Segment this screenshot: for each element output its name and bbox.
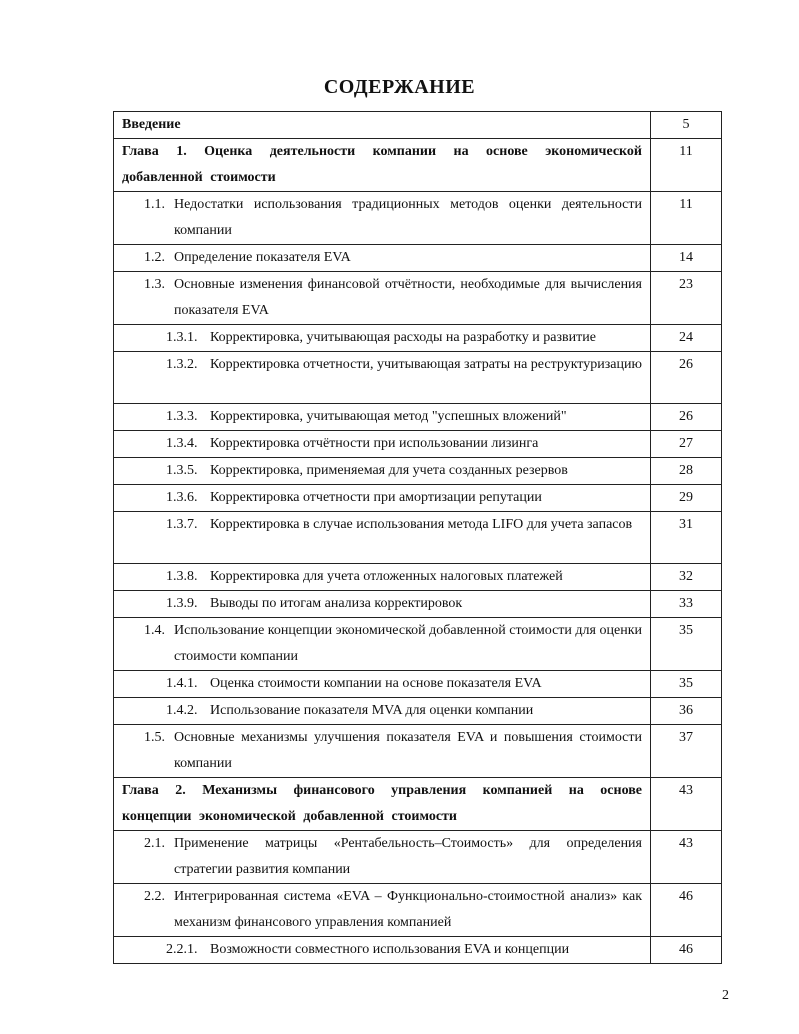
page-number: 2 bbox=[722, 988, 729, 1003]
toc-page-number: 46 bbox=[651, 884, 722, 937]
toc-entry-text: Интегрированная система «EVA – Функционально-стоимостной анализ» как механизм финансового управления компанией bbox=[174, 889, 642, 930]
toc-entry bbox=[114, 831, 651, 884]
toc-entry-text: Недостатки использования традиционных методов оценки деятельности компании bbox=[174, 197, 642, 238]
toc-row bbox=[114, 512, 722, 564]
toc-entry-number: 1.3.6. bbox=[166, 490, 198, 505]
toc-page-number: 36 bbox=[651, 698, 722, 725]
toc-row bbox=[114, 618, 722, 671]
toc-page-number: 24 bbox=[651, 325, 722, 352]
toc-entry-text: Корректировка, применяемая для учета созданных резервов bbox=[210, 463, 568, 478]
toc-entry-number: 2.1. bbox=[144, 836, 165, 851]
toc-entry bbox=[114, 139, 651, 192]
toc-entry bbox=[114, 325, 651, 352]
toc-page-number: 14 bbox=[651, 245, 722, 272]
toc-row bbox=[114, 325, 722, 352]
toc-page-number: 31 bbox=[651, 512, 722, 564]
toc-entry bbox=[114, 591, 651, 618]
toc-row bbox=[114, 725, 722, 778]
toc-entry-number: 1.3.3. bbox=[166, 409, 198, 424]
toc-row bbox=[114, 245, 722, 272]
toc-entry-number: 1.4.1. bbox=[166, 676, 198, 691]
toc-entry-number: 1.3.5. bbox=[166, 463, 198, 478]
toc-row bbox=[114, 698, 722, 725]
toc-entry-number: 1.3.2. bbox=[166, 357, 198, 372]
toc-page-number: 32 bbox=[651, 564, 722, 591]
toc-entry-text: Корректировка отчётности при использовании лизинга bbox=[210, 436, 539, 451]
toc-page-number: 23 bbox=[651, 272, 722, 325]
toc-row bbox=[114, 485, 722, 512]
toc-entry-text: Корректировка отчетности, учитывающая затраты на реструктуризацию bbox=[210, 357, 642, 372]
toc-page-number: 35 bbox=[651, 671, 722, 698]
toc-entry bbox=[114, 698, 651, 725]
toc-entry-text: Определение показателя EVA bbox=[174, 250, 351, 265]
toc-entry-text: Возможности совместного использования EVA и концепции bbox=[210, 942, 570, 957]
toc-entry-text: Выводы по итогам анализа корректировок bbox=[210, 596, 463, 611]
toc-entry-text: Использование показателя MVA для оценки компании bbox=[210, 703, 534, 718]
toc-row bbox=[114, 352, 722, 404]
toc-entry-text: Введение bbox=[122, 117, 181, 132]
toc-row bbox=[114, 564, 722, 591]
toc-entry-text: Глава 2. Механизмы финансового управления компанией на основе концепции экономической добавленной стоимости bbox=[122, 783, 642, 824]
toc-page-number: 33 bbox=[651, 591, 722, 618]
toc-row bbox=[114, 937, 722, 964]
toc-entry bbox=[114, 671, 651, 698]
toc-row bbox=[114, 272, 722, 325]
toc-entry bbox=[114, 725, 651, 778]
toc-page-number: 43 bbox=[651, 831, 722, 884]
toc-entry bbox=[114, 564, 651, 591]
toc-entry-text: Применение матрицы «Рентабельность–Стоимость» для определения стратегии развития компании bbox=[174, 836, 642, 877]
toc-row bbox=[114, 139, 722, 192]
toc-row bbox=[114, 884, 722, 937]
toc-entry-text: Корректировка отчетности при амортизации репутации bbox=[210, 490, 542, 505]
toc-entry bbox=[114, 512, 651, 564]
toc-row bbox=[114, 831, 722, 884]
toc-entry-text: Глава 1. Оценка деятельности компании на основе экономической добавленной стоимости bbox=[122, 144, 642, 185]
page-title: СОДЕРЖАНИЕ bbox=[323, 76, 476, 98]
toc-entry bbox=[114, 458, 651, 485]
toc-entry bbox=[114, 272, 651, 325]
toc-entry bbox=[114, 431, 651, 458]
toc-row bbox=[114, 778, 722, 831]
toc-entry-number: 1.2. bbox=[144, 250, 165, 265]
toc-entry-number: 1.1. bbox=[144, 197, 165, 212]
toc-row bbox=[114, 431, 722, 458]
toc-page-number: 35 bbox=[651, 618, 722, 671]
toc-entry bbox=[114, 778, 651, 831]
toc-entry-number: 1.3. bbox=[144, 277, 165, 292]
toc-entry bbox=[114, 618, 651, 671]
toc-entry-number: 2.2.1. bbox=[166, 942, 198, 957]
toc-entry-number: 1.3.1. bbox=[166, 330, 198, 345]
toc-entry-number: 1.3.4. bbox=[166, 436, 198, 451]
toc-row bbox=[114, 591, 722, 618]
toc-page-number: 29 bbox=[651, 485, 722, 512]
toc-entry-number: 1.3.8. bbox=[166, 569, 198, 584]
toc-entry bbox=[114, 245, 651, 272]
toc-entry-number: 1.4. bbox=[144, 623, 165, 638]
toc-page-number: 5 bbox=[651, 112, 722, 139]
toc-entry bbox=[114, 404, 651, 431]
toc-page-number: 27 bbox=[651, 431, 722, 458]
toc-entry bbox=[114, 485, 651, 512]
toc-entry-number: 1.3.7. bbox=[166, 517, 198, 532]
toc-entry bbox=[114, 937, 651, 964]
toc-row bbox=[114, 458, 722, 485]
toc-page-number: 26 bbox=[651, 404, 722, 431]
toc-page-number: 37 bbox=[651, 725, 722, 778]
toc-entry bbox=[114, 884, 651, 937]
toc-entry-text: Корректировка в случае использования метода LIFO для учета запасов bbox=[210, 517, 633, 532]
toc-entry bbox=[114, 192, 651, 245]
toc-page-number: 11 bbox=[651, 192, 722, 245]
toc-page-number: 43 bbox=[651, 778, 722, 831]
toc-entry-number: 1.3.9. bbox=[166, 596, 198, 611]
toc-row bbox=[114, 192, 722, 245]
toc-page-number: 28 bbox=[651, 458, 722, 485]
toc-page-number: 46 bbox=[651, 937, 722, 964]
toc-row bbox=[114, 404, 722, 431]
toc-row bbox=[114, 112, 722, 139]
toc-entry-text: Корректировка, учитывающая расходы на разработку и развитие bbox=[210, 330, 596, 345]
toc-entry-number: 1.4.2. bbox=[166, 703, 198, 718]
toc-page-number: 11 bbox=[651, 139, 722, 192]
toc-entry-text: Основные изменения финансовой отчётности, необходимые для вычисления показателя EVA bbox=[174, 277, 642, 318]
toc-table bbox=[113, 111, 722, 964]
toc-entry-text: Корректировка, учитывающая метод "успешных вложений" bbox=[210, 409, 567, 424]
toc-entry-number: 1.5. bbox=[144, 730, 165, 745]
toc-entry-text: Использование концепции экономической добавленной стоимости для оценки стоимости компании bbox=[174, 623, 642, 664]
toc-page-number: 26 bbox=[651, 352, 722, 404]
toc-entry-text: Оценка стоимости компании на основе показателя EVA bbox=[210, 676, 542, 691]
toc-entry-text: Корректировка для учета отложенных налоговых платежей bbox=[210, 569, 563, 584]
toc-entry bbox=[114, 112, 651, 139]
toc-entry-number: 2.2. bbox=[144, 889, 165, 904]
toc-row bbox=[114, 671, 722, 698]
toc-entry-text: Основные механизмы улучшения показателя EVA и повышения стоимости компании bbox=[174, 730, 642, 771]
toc-entry bbox=[114, 352, 651, 404]
